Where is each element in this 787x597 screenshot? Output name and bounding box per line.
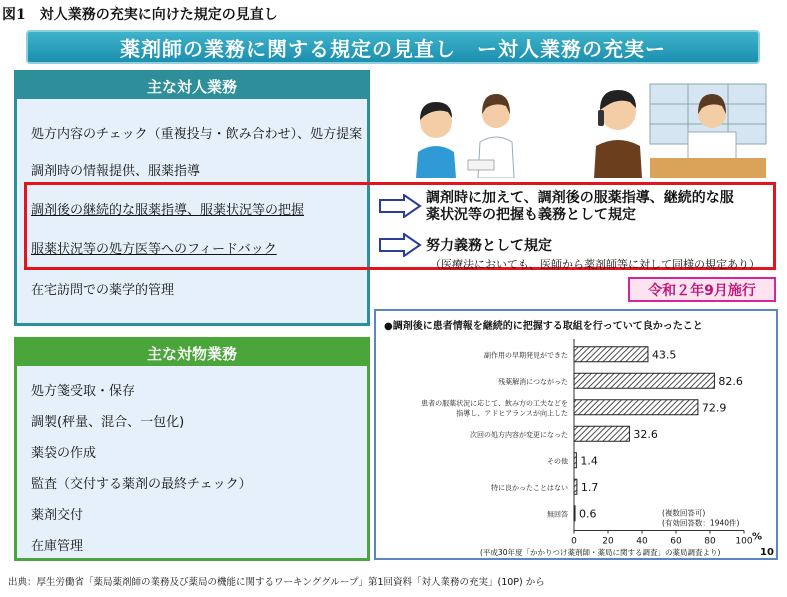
pharmacist-counseling-illustration	[408, 80, 528, 178]
person-item-3: 調剤後の継続的な服薬指導、服薬状況等の把握	[31, 203, 305, 218]
bar-chart	[376, 311, 776, 558]
x-tick-label: 20	[602, 536, 614, 547]
x-tick-label: 80	[704, 536, 716, 547]
right-arrow-icon	[378, 233, 422, 257]
object-item-2: 調製(秤量、混合、一包化)	[31, 415, 185, 430]
person-item-5: 在宅訪問での薬学的管理	[31, 283, 175, 298]
chart-bar	[574, 426, 629, 441]
person-item-1: 処方内容のチェック（重複投与・飲み合わせ）、処方提案	[31, 127, 363, 142]
chart-panel	[374, 309, 778, 560]
x-tick-label: 60	[670, 536, 682, 547]
chart-category-label: 特に良かったことはない	[491, 483, 568, 492]
note-effort-duty-detail: （医療法においても、医師から薬剤師等に対して同様の規定あり）	[430, 258, 760, 271]
object-item-5: 薬剤交付	[31, 508, 84, 523]
chart-annotation-valid-responses: (有効回答数：1940件)	[662, 518, 740, 528]
chart-category-label: 残薬解消につながった	[498, 377, 568, 386]
chart-category-label: 無回答	[547, 510, 568, 519]
object-panel-title: 主な対物業務	[17, 340, 367, 366]
chart-data-label: 72.9	[701, 401, 727, 415]
source-citation: 出典：厚生労働省「薬局薬剤師の業務及び薬局の機能に関するワーキンググループ」第1回資料「対人業務の充実」(10P) から	[8, 577, 545, 588]
object-item-6: 在庫管理	[31, 539, 84, 554]
x-tick-label: 40	[636, 536, 648, 547]
chart-data-label: 82.6	[718, 374, 743, 388]
chart-data-label: 43.5	[651, 348, 677, 362]
chart-bar	[574, 373, 714, 388]
figure-label: 図1 対人業務の充実に向けた規定の見直し	[2, 7, 278, 23]
chart-category-label: 患者の服薬状況に応じて、飲み方の工夫などを	[421, 399, 568, 408]
chart-bar	[574, 347, 648, 362]
chart-category-label: その他	[547, 457, 568, 466]
object-item-1: 処方箋受取・保存	[31, 384, 136, 399]
chart-data-label: 1.4	[580, 454, 598, 468]
x-axis-unit: %	[752, 531, 763, 543]
chart-data-label: 1.7	[580, 480, 599, 494]
enforcement-date-badge: 令和２年9月施行	[628, 277, 776, 302]
note-obligation-line2: 薬状況等の把握も義務として規定	[426, 207, 636, 223]
chart-category-label: 指導し、アドヒアランスが向上した	[456, 409, 568, 418]
chart-bar	[574, 453, 576, 468]
chart-category-label: 副作用の早期発見ができた	[484, 351, 568, 360]
x-tick-label: 0	[571, 536, 577, 547]
page-number: 10	[760, 547, 774, 558]
note-effort-duty: 努力義務として規定	[426, 238, 552, 254]
note-obligation-line1: 調剤時に加えて、調剤後の服薬指導、継続的な服	[426, 190, 734, 206]
chart-data-label: 0.6	[579, 507, 597, 521]
chart-bar	[574, 506, 575, 521]
person-panel-title: 主な対人業務	[17, 73, 367, 99]
chart-source: (平成30年度「かかりつけ薬剤師・薬局に関する調査」の薬局調査より)	[480, 548, 721, 557]
right-arrow-icon	[378, 194, 422, 218]
chart-category-label: 次回の処方内容が変更になった	[470, 430, 568, 439]
banner-title: 薬剤師の業務に関する規定の見直し ー対人業務の充実ー	[26, 30, 760, 64]
object-item-4: 監査（交付する薬剤の最終チェック）	[31, 477, 252, 492]
chart-bar	[574, 479, 577, 494]
person-item-2: 調剤時の情報提供、服薬指導	[31, 164, 201, 179]
person-item-4: 服薬状況等の処方医等へのフィードバック	[31, 242, 277, 257]
object-work-panel	[14, 337, 370, 561]
chart-data-label: 32.6	[633, 427, 658, 441]
chart-title: ●調剤後に患者情報を継続的に把握する取組を行っていて良かったこと	[384, 321, 703, 332]
x-tick-label: 100	[735, 536, 753, 547]
object-item-3: 薬袋の作成	[31, 446, 97, 461]
phone-consultation-illustration	[584, 76, 770, 178]
chart-bar	[574, 400, 698, 415]
chart-annotation-multiple: (複数回答可)	[662, 508, 706, 518]
